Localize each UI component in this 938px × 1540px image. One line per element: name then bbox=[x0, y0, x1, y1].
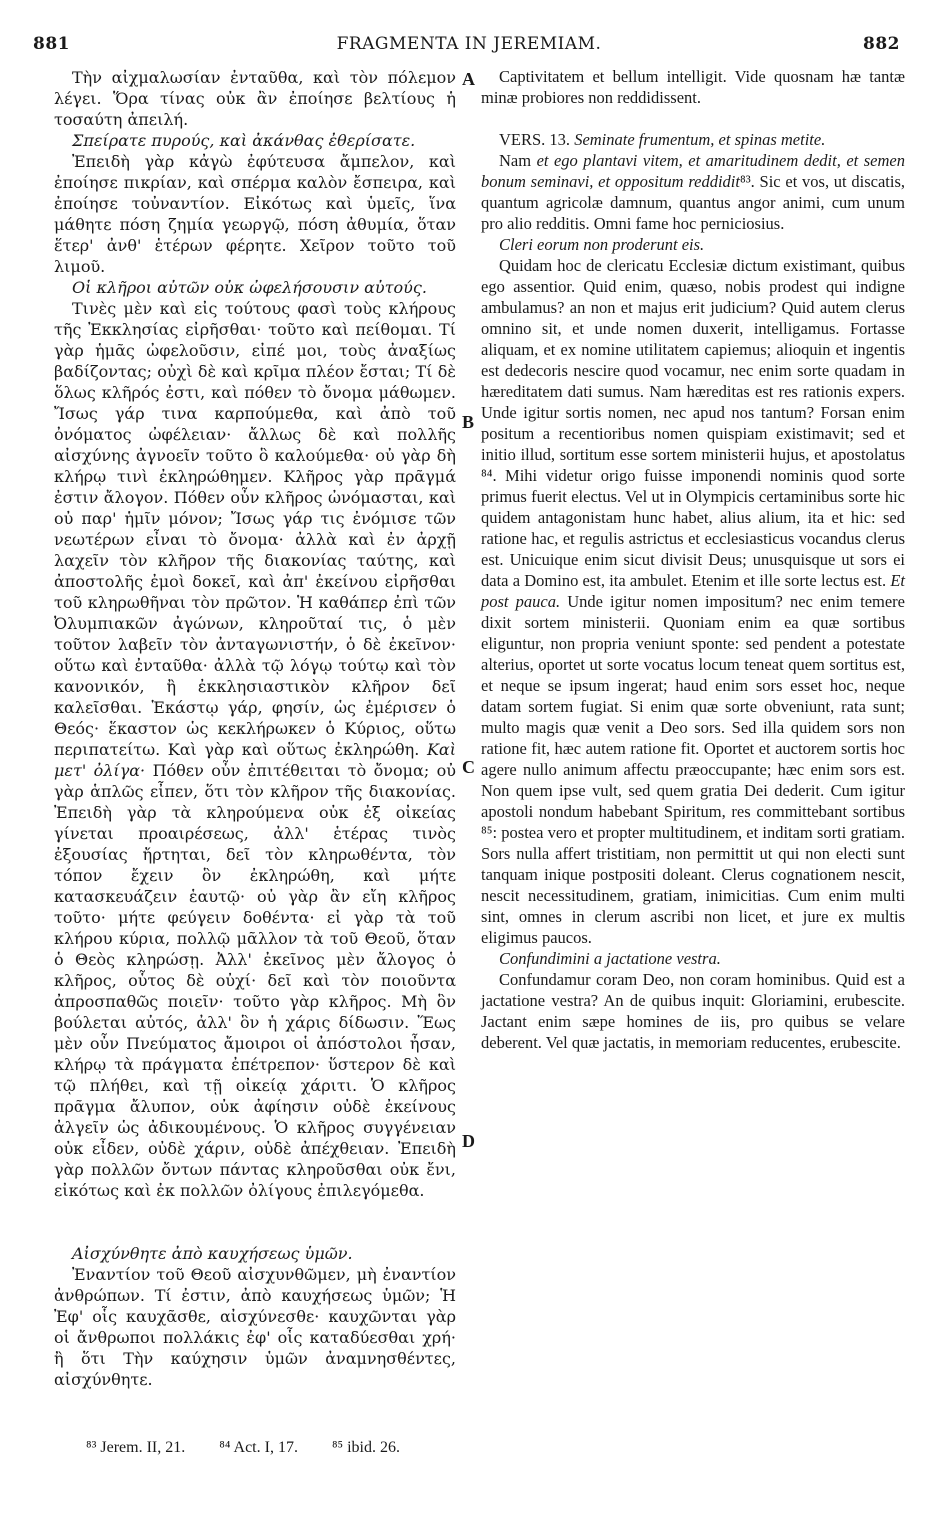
latin-paragraph-2-italic: et ego plantavi vitem, et amaritudinem dedit, et semen bonum seminavi, et oppositum reddidit bbox=[481, 151, 905, 191]
greek-paragraph-3-text: Τινὲς μὲν καὶ εἰς τούτους φασὶ τοὺς κλήρους τῆς Ἐκκλησίας εἰρῆσθαι· τοῦτο καὶ πείθομαι. Τί γὰρ ἡμᾶς ὠφελοῦσιν, εἰπέ μοι, τοὺς ἀναξίως βαδίζοντας; οὐχὶ δὲ καὶ κρῖμα πλέον ἔσται; Τί δὲ ὅλως κλῆρός ἐστι, καὶ πόθεν τὸ ὄνομα μάθωμεν. Ἴσως γάρ τινα καρπούμεθα, καὶ ἀπὸ τοῦ ὀνόματος ὠφέλειαν· ἄλλως δὲ καὶ πολλῆς αἰσχύνης ἀγνοεῖν τοῦτο ὃ καλούμεθα· οὐ γὰρ δὴ κλήρῳ τινὶ ἐκληρώθημεν. Κλῆρος γὰρ πρᾶγμά ἐστιν ἄλογον. Πόθεν οὖν κλῆρος ὠνόμασται, καὶ οὐ παρ' ἡμῖν μόνον; Ἴσως γάρ τις ἐνόμισε τῶν νεωτέρων εἶναι τὸ ὄνομα· ἀλλὰ καὶ ἐν ἀρχῇ λαχεῖν τὸν κλῆρον τῆς διακονίας ταύτης, καὶ ἀποστολῆς ἐμοὶ δοκεῖ, καὶ ἀπ' ἐκείνου εἰρῆσθαι τοῦ κληρωθῆναι τὸν πρῶτον. Ἡ καθάπερ ἐπὶ τῶν Ὀλυμπιακῶν ἀγώνων, κληροῦταί τις, ὁ μὲν τοῦτον λαβεῖν τὸν ἀνταγωνιστήν, ὁ δὲ ἐκεῖνον· οὕτω καὶ ἐνταῦθα· ἀλλὰ τῷ λόγῳ τούτῳ καὶ τὸν κανονικόν, ἢ ἐκκλησιαστικὸν κλῆρον δεῖ καλεῖσθαι. Ἑκάστῳ γάρ, φησίν, ὡς ἐμέρισεν ὁ Θεός· ἕκαστον ὡς κεκλήρωκεν ὁ Κύριος, οὕτω περιπατείτω. Καὶ γὰρ καὶ οὕτως ἐκληρώθη. bbox=[54, 299, 456, 759]
greek-paragraph-1: Τὴν αἰχμαλωσίαν ἐνταῦθα, καὶ τὸν πόλεμον λέγει. Ὅρα τίνας οὐκ ἂν ἐποίησε βελτίους ἡ τοσαύτη ἀπειλή. bbox=[54, 68, 456, 129]
spacer bbox=[54, 1222, 456, 1243]
footnote-85: ⁸⁵ ibid. 26. bbox=[331, 1439, 400, 1456]
greek-lemma-2: Οἱ κλῆροι αὐτῶν οὐκ ὠφελήσουσιν αὐτούς. bbox=[72, 278, 427, 297]
latin-paragraph-3-text: Quidam hoc de clericatu Ecclesiæ dictum existimant, quibus ego assentior. Quid enim, quæso, nobis prodest qui indigne ambulamus? an non et majus erit judicium? Quid autem clerus omnino sit, et unde nomen duxerit, intelligamus. Fortasse aliquam, et ex nomine utilitatem capiemus; alioquin et ingentis est dedecoris nescire quod vocamur, nec enim sorte quadam in hæreditatem dati sumus. Nam hæreditas est res rationis expers. Unde igitur sortis nomen, nec apud nos tantum? Forsan enim positum a recentioribus nomen quispiam existimavit; sed et initio illud, sortitum esse sortem ministerii hujus, et apostolatus ⁸⁴. Mihi videtur origo fuisse imponendi nominis quod sorte primus fuerit electus. Vel ut in Olympicis certaminibus sorte hic quidem antagonistam hunc habet, alius alium, ita et hic: sed ratione hac, et regulis astrictus et ecclesiasticus vocandus clerus est. Unicuique enim sicut divisit Deus; unusquisque ut sors ei data a Domino est, ita ambulet. Etenim et ille sorte lectus est. bbox=[481, 256, 905, 590]
latin-lemma-1-text: Seminate frumentum, et spinas metite. bbox=[574, 130, 826, 149]
running-title: FRAGMENTA IN JEREMIAM. bbox=[336, 34, 602, 54]
greek-lemma-3: Αἰσχύνθητε ἀπὸ καυχήσεως ὑμῶν. bbox=[72, 1244, 353, 1263]
latin-lemma-1 bbox=[481, 129, 905, 150]
spacer bbox=[54, 1201, 456, 1222]
greek-paragraph-3-italic: Καὶ μετ' ὀλίγα· bbox=[54, 740, 456, 780]
footnotes bbox=[86, 1439, 430, 1457]
latin-paragraph-3-tail: Unde igitur nomen impositum? nec enim temere dixit sortem ministerii. Quoniam enim ea quæ sortibus eliguntur, non propria veniunt sponte: sed pendent a potestate alterius, oportet ut sorte vocatus locum teneat quem sortitus est, et neque se ipsum ingerat; haud enim sors esset hoc, neque datam sortem fugiat. Si enim quæ sorte obveniunt, rata sunt; multo magis quæ venit a Deo sors. Sed illa quidem sors non ratione fit, hæc autem ratione fit. Oportet et auctorem sortis hoc agere nullo animum affectu præoccupante; hæc enim sors est. Non quem ipse vult, sed quem gratia Dei dederit. Cum igitur apostoli nondum habebant Spiritum, res committebant sortibus ⁸⁵: postea vero et propter multitudinem, et inditam sorti gratiam. Sors nulla affert tristitiam, non permittit ut qui non electi sunt tanquam inique postpositi doleant. Clerus cognationem nescit, nescit necessitudinem, gratiam, inimicitias. Cum enim multi sint, omnes in clerum ascribi non licet, et jure ex multis eligimus paucos. bbox=[481, 592, 905, 947]
greek-paragraph-3 bbox=[54, 298, 456, 1201]
latin-lemma-3: Confundimini a jactatione vestra. bbox=[499, 949, 721, 968]
left-page-number: 881 bbox=[33, 34, 70, 54]
margin-marker-c: C bbox=[462, 757, 475, 777]
latin-paragraph-2-rest: Sic et vos, ut discatis, quantum agricolæ damnum, quantus angor animi, cum unum pro alio redditis. Omni fame hoc perniciosius. bbox=[481, 172, 906, 233]
footnote-84: ⁸⁴ Act. I, 17. bbox=[219, 1439, 298, 1456]
latin-paragraph-3-italic: Et post pauca. bbox=[481, 571, 906, 611]
greek-column bbox=[54, 67, 456, 1390]
latin-paragraph-1: Captivitatem et bellum intelligit. Vide quosnam hæ tantæ minæ probiores non reddidissent. bbox=[481, 67, 905, 107]
right-page-number: 882 bbox=[863, 34, 900, 54]
margin-marker-d: D bbox=[462, 1131, 475, 1151]
greek-paragraph-4: Ἐναντίον τοῦ Θεοῦ αἰσχυνθῶμεν, μὴ ἐναντίον ἀνθρώπων. Τί ἐστιν, ἀπὸ καυχήσεως ὑμῶν; Ἡ Ἐφ' οἷς καυχᾶσθε, αἰσχύνεσθε· καυχῶνται γὰρ οἱ ἄνθρωποι πολλάκις ἐφ' οἷς καταδύεσθαι χρή· ἢ ὅτι Τὴν καύχησιν ὑμῶν ἀναμνησθέντες, αἰσχύνθητε. bbox=[54, 1265, 456, 1389]
greek-lemma-1: Σπείρατε πυρούς, καὶ ἀκάνθας ἐθερίσατε. bbox=[72, 131, 416, 150]
greek-paragraph-2: Ἐπειδὴ γὰρ κἀγὼ ἐφύτευσα ἄμπελον, καὶ ἐποίησε πικρίαν, καὶ σπέρμα καλὸν ἔσπειρα, καὶ ἐποίησε τοὐναντίον. Εἰκότως καὶ ὑμεῖς, ἵνα μάθητε πόση ζημία γεωργῷ, πόση ἀθυμία, ὅταν ἕτερ' ἀνθ' ἑτέρων φέρητε. Χεῖρον τοῦτο τοῦ λιμοῦ. bbox=[54, 152, 456, 276]
verse-label: VERS. 13. bbox=[499, 130, 571, 149]
margin-marker-b: B bbox=[462, 412, 475, 432]
spacer bbox=[481, 108, 905, 129]
latin-paragraph-4: Confundamur coram Deo, non coram hominibus. Quid est a jactatione vestra? An de quibus inquit: Gloriamini, erubescite. Jactant enim sæpe homines de iis, pro quibus se velare deberent. Vel quæ jactatis, in memoriam reducentes, erubescite. bbox=[481, 970, 905, 1052]
latin-paragraph-3 bbox=[481, 255, 905, 948]
greek-paragraph-3-tail: Πόθεν οὖν ἐπιτέθειται τὸ ὄνομα; οὐ γὰρ ἁπλῶς εἶπεν, ὅτι τὸν κλῆρον τῆς διακονίας. Ἐπειδὴ γὰρ τὰ κληρούμενα οὐκ ἐξ οἰκείας γίνεται προαιρέσεως, ἀλλ' ἑτέρας τινὸς ἐξουσίας ἤρτηται, δεῖ τὸν κληρωθέντα, τὸν τόπον ἔχειν ὃν ἐκληρώθη, καὶ μήτε κατασκευάζειν ἑαυτῷ· οὐ γὰρ ἂν εἴη κλῆρος τοῦτο· μήτε φεύγειν δοθέντα· εἰ γὰρ τὰ τοῦ κλήρου κύρια, πολλῷ μᾶλλον τὰ τοῦ Θεοῦ, ὅταν ὁ Θεὸς κληρώσῃ. Ἀλλ' ἐκεῖνος μὲν ἄλογος ὁ κλῆρος, οὗτος δὲ οὐχί· δεῖ καὶ τὸν ποιοῦντα ἀπροσπαθῶς ποιεῖν· τοῦτο γὰρ κλῆρος. Μὴ ὃν βούλεται αὐτός, ἀλλ' ὃν ἡ χάρις δίδωσιν. Ἕως μὲν οὖν Πνεύματος ἄμοιροι οἱ ἀπόστολοι ἦσαν, κλήρῳ τὰ πράγματα ἐπέτρεπον· ὕστερον δὲ καὶ τῷ πλήθει, καὶ τῇ οἰκείᾳ χάριτι. Ὁ κλῆρος πρᾶγμα ἄλυπον, οὐκ ἀφίησιν οὐδὲ ἐκείνους ἀλγεῖν ὡς ἀδικουμένους. Ὁ κλῆρος συγγένειαν οὐκ εἶδεν, οὐδὲ χάριν, οὐδὲ ἀπέχθειαν. Ἐπειδὴ γὰρ πολλῶν ὄντων πάντας κληροῦσθαι οὐκ ἔνι, εἰκότως καὶ ἐκ πολλῶν ὀλίγους ἐπιλεγόμεθα. bbox=[54, 761, 457, 1200]
latin-lemma-2: Cleri eorum non proderunt eis. bbox=[499, 235, 705, 254]
footnote-83: ⁸³ Jerem. II, 21. bbox=[86, 1439, 186, 1456]
latin-paragraph-2-start: Nam bbox=[499, 151, 532, 170]
margin-marker-a: A bbox=[462, 69, 475, 89]
latin-column bbox=[481, 66, 905, 1053]
latin-paragraph-2 bbox=[481, 150, 905, 234]
latin-paragraph-2-note: ⁸³. bbox=[739, 172, 755, 191]
